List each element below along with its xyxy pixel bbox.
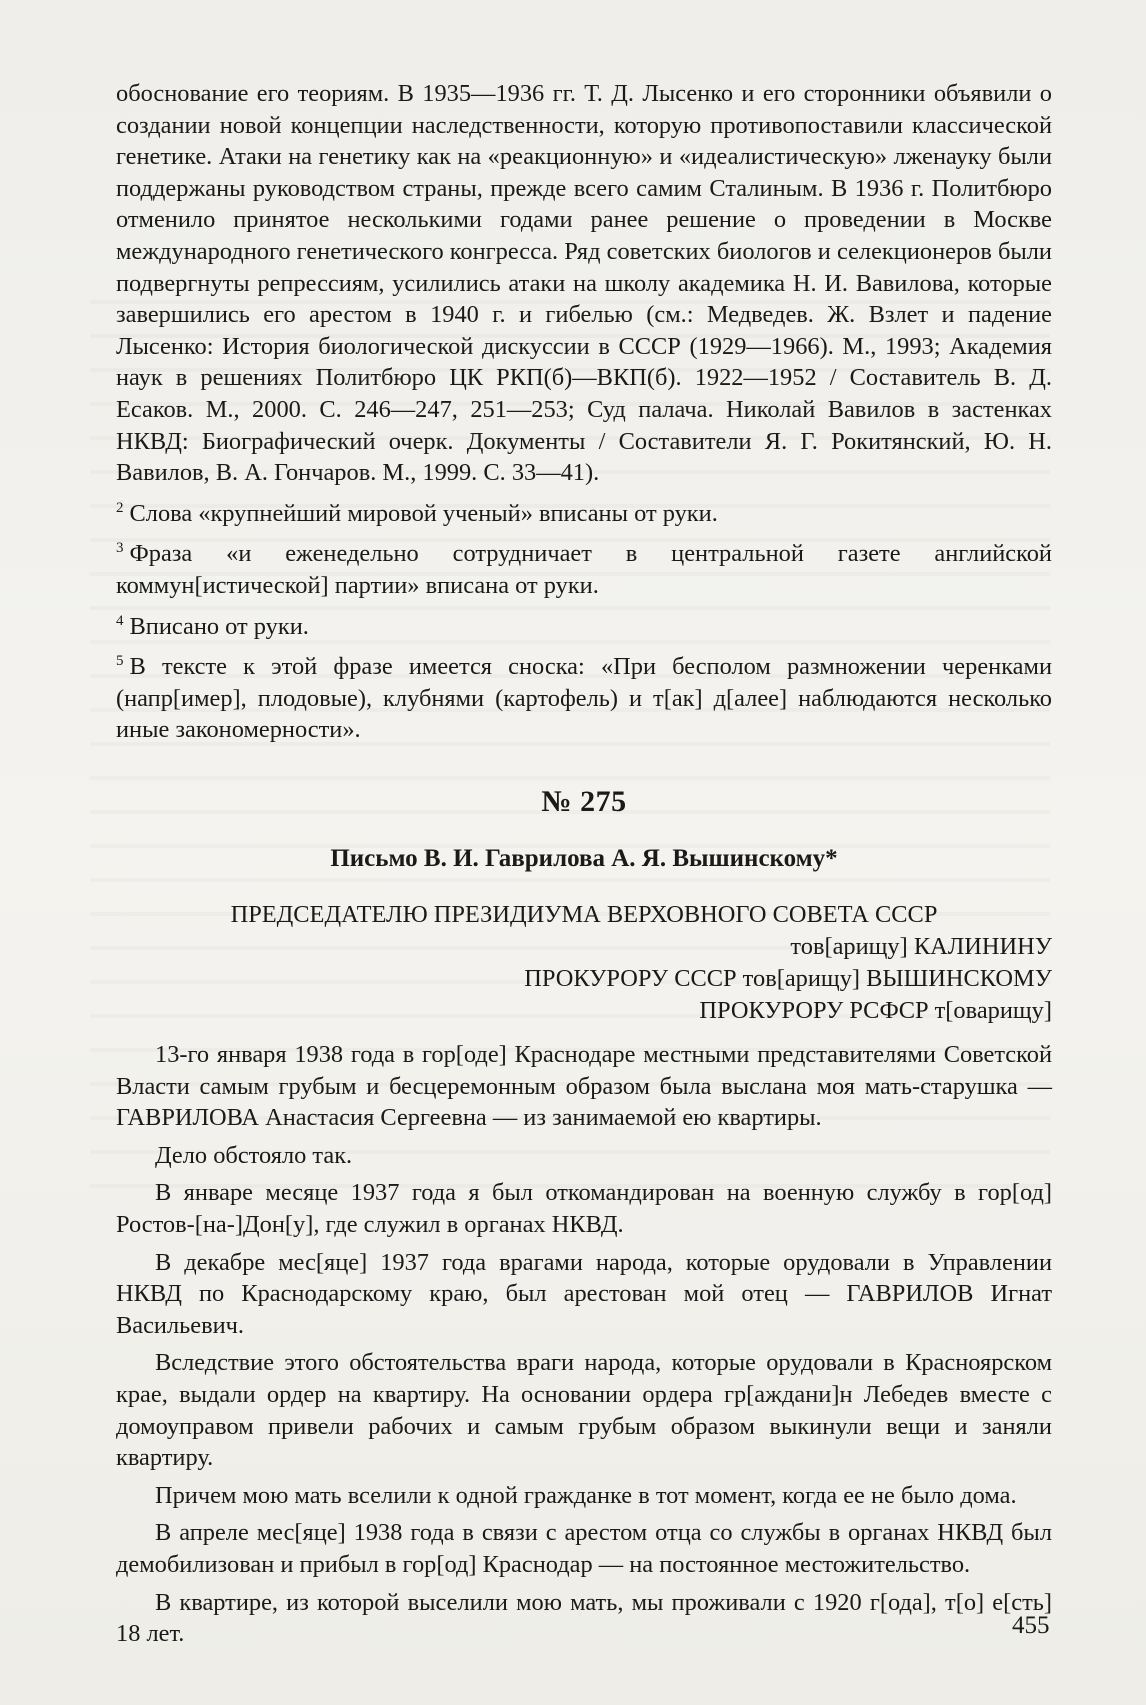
footnote-2 — [116, 493, 1052, 530]
footnote-text: Фраза «и еженедельно сотрудничает в центральной газете английской коммун[истической] партии» вписана от руки. — [116, 540, 1052, 599]
footnote-number: 4 — [116, 612, 124, 629]
footnote-text: Вписано от руки. — [129, 612, 309, 640]
addressee-line: ПРОКУРОРУ РСФСР т[оварищу] — [699, 997, 1052, 1025]
letter-paragraph: В январе месяце 1937 года я был откомандирован на военную службу в гор[од] Ростов-[на-]Дон[у], где служил в органах НКВД. — [116, 1179, 1052, 1239]
letter-paragraph: 13-го января 1938 года в гор[оде] Краснодаре местными представителями Советской Власти самым грубым и бесцеремонным образом была выслана моя мать-старушка — ГАВРИЛОВА Анастасия Сергеевна — из занимаемой ею квартиры. — [116, 1041, 1052, 1132]
addressee-block — [116, 899, 1052, 1027]
footnote-text: В тексте к этой фразе имеется сноска: «При бесполом размножении черенками (напр[имер], плодовые), клубнями (картофель) и т[ак] д[алее] наблюдаются несколько иные закономерности». — [116, 653, 1052, 744]
addressee-line: ПРЕДСЕДАТЕЛЮ ПРЕЗИДИУМА ВЕРХОВНОГО СОВЕТА СССР — [230, 901, 938, 929]
letter-paragraph: В квартире, из которой выселили мою мать, мы проживали с 1920 г[ода], т[о] е[сть] 18 лет. — [116, 1588, 1052, 1648]
document-number: № 275 — [541, 784, 627, 818]
letter-paragraph: Вследствие этого обстоятельства враги народа, которые орудовали в Красноярском крае, выдали ордер на квартиру. На основании ордера гр[аждани]н Лебедев вместе с домоуправом привели рабочих и самым грубым образом выкинули вещи и заняли квартиру. — [116, 1349, 1052, 1472]
footnote-3 — [116, 533, 1052, 601]
footnote-number: 3 — [116, 540, 124, 557]
letter-paragraph: В декабре мес[яце] 1937 года врагами народа, которые орудовали в Управлении НКВД по Краснодарскому краю, был арестован мой отец — ГАВРИЛОВ Игнат Васильевич. — [116, 1248, 1052, 1339]
footnote-number: 2 — [116, 499, 124, 516]
addressee-line: ПРОКУРОРУ СССР тов[арищу] ВЫШИНСКОМУ — [524, 965, 1052, 993]
document-title: Письмо В. И. Гаврилова А. Я. Вышинскому* — [330, 845, 838, 873]
page-number: 455 — [1012, 1612, 1050, 1639]
footnote-number: 5 — [116, 653, 124, 670]
letter-paragraph: Причем мою мать вселили к одной гражданке в тот момент, когда ее не было дома. — [155, 1481, 1017, 1509]
footnote-5 — [116, 646, 1052, 746]
footnote-text: Слова «крупнейший мировой ученый» вписаны от руки. — [129, 499, 718, 527]
addressee-line: тов[арищу] КАЛИНИНУ — [790, 933, 1052, 961]
footnote-4 — [116, 606, 1052, 643]
intro-paragraph: обоснование его теориям. В 1935—1936 гг. Т. Д. Лысенко и его сторонники объявили о создании новой концепции наследственности, которую противопоставили классической генетике. Атаки на генетику как на «реакционную» и «идеалистическую» лженауку были поддержаны руководством страны, прежде всего самим Сталиным. В 1936 г. Политбюро отменило принятое несколькими годами ранее решение о проведении в Москве международного генетического конгресса. Ряд советских биологов и селекционеров были подвергнуты репрессиям, усилились атаки на школу академика Н. И. Вавилова, которые завершились его арестом в 1940 г. и гибелью (см.: Медведев. Ж. Взлет и падение Лысенко: История биологической дискуссии в СССР (1929—1966). М., 1993; Академия наук в решениях Политбюро ЦК РКП(б)—ВКП(б). 1922—1952 / Составитель В. Д. Есаков. М., 2000. С. 246—247, 251—253; Суд палача. Николай Вавилов в застенках НКВД: Биографический очерк. Документы / Составители Я. Г. Рокитянский, Ю. Н. Вавилов, В. А. Гончаров. М., 1999. С. 33—41). — [116, 80, 1052, 487]
text-column — [116, 78, 1052, 1650]
letter-paragraph: Дело обстояло так. — [155, 1141, 353, 1169]
letter-paragraph: В апреле мес[яце] 1938 года в связи с арестом отца со службы в органах НКВД был демобилизован и прибыл в гор[од] Краснодар — на постоянное местожительство. — [116, 1519, 1052, 1578]
